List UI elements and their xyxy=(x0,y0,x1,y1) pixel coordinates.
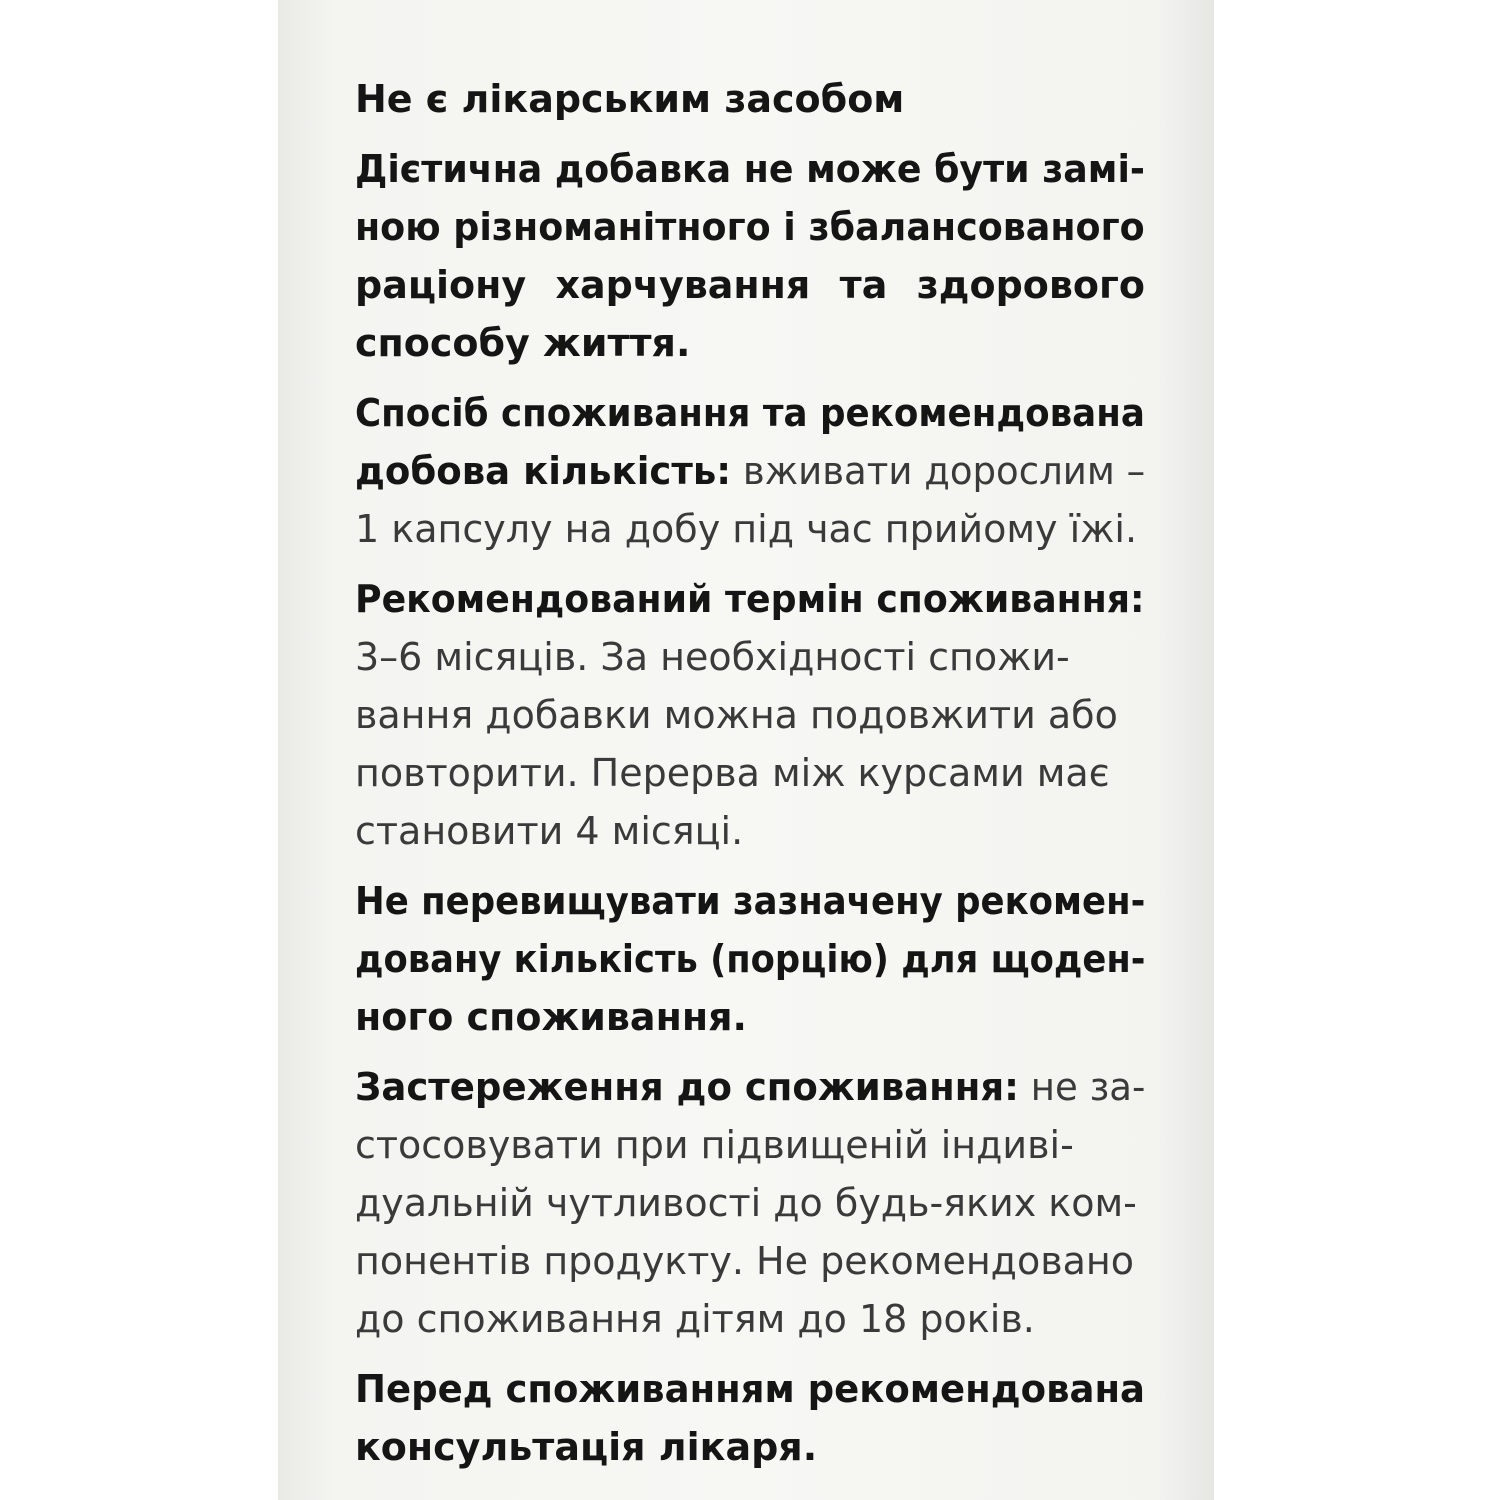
p1-line-2: ною різноманітного і збалансованого xyxy=(355,205,1145,249)
p3-line-4: повторити. Перерва між курсами має xyxy=(355,751,1110,795)
p4-line-3: ного споживання. xyxy=(355,995,747,1039)
p5-line-4: понентів продукту. Не рекомендовано xyxy=(355,1239,1134,1283)
p2-line-2 xyxy=(355,442,1146,500)
p1-line-3 xyxy=(355,256,1145,314)
p3-line-2: 3–6 місяців. За необхідності спожи- xyxy=(355,635,1070,679)
p3-line-3: вання добавки можна подовжити або xyxy=(355,693,1118,737)
p3-line-5: становити 4 місяці. xyxy=(355,809,744,853)
p5-line-3: дуальній чутливості до будь-яких ком- xyxy=(355,1181,1137,1225)
precautions-paragraph xyxy=(355,1058,1145,1348)
precautions-text: не за- xyxy=(1018,1065,1146,1109)
p4-line-1: Не перевищувати зазначену рекомен- xyxy=(355,879,1146,923)
p5-line-2: стосовувати при підвищеній індиві- xyxy=(355,1123,1074,1167)
p2-line-1: Спосіб споживання та рекомендована xyxy=(355,391,1145,435)
usage-term-paragraph xyxy=(355,570,1145,860)
consultation-paragraph xyxy=(355,1360,1145,1476)
p3-line-1: Рекомендований термін споживання: xyxy=(355,577,1145,621)
usage-dosage-paragraph xyxy=(355,384,1145,558)
dosage-text: вживати дорослим – xyxy=(731,449,1146,493)
word: харчування xyxy=(555,263,811,307)
word: здорового xyxy=(916,263,1145,307)
word: та xyxy=(839,263,888,307)
do-not-exceed-paragraph xyxy=(355,872,1145,1046)
p5-line-1 xyxy=(355,1058,1146,1116)
dietary-supplement-warning xyxy=(355,140,1145,372)
word: раціону xyxy=(355,263,527,307)
p4-line-2: довану кількість (порцію) для щоден- xyxy=(355,937,1146,981)
precautions-label: Застереження до споживання: xyxy=(355,1065,1019,1109)
p1-line-4: способу життя. xyxy=(355,321,691,365)
p6-line-2: консультація лікаря. xyxy=(355,1425,818,1469)
label-text xyxy=(355,70,1145,1488)
title: Не є лікарським засобом xyxy=(355,77,905,121)
p2-line-3: 1 капсулу на добу під час прийому їжі. xyxy=(355,507,1138,551)
dosage-label: добова кількість: xyxy=(355,449,732,493)
title-paragraph xyxy=(355,70,1145,128)
p5-line-5: до споживання дітям до 18 років. xyxy=(355,1297,1035,1341)
p1-line-1: Дієтична добавка не може бути замі- xyxy=(355,147,1145,191)
p6-line-1: Перед споживанням рекомендована xyxy=(355,1367,1146,1411)
